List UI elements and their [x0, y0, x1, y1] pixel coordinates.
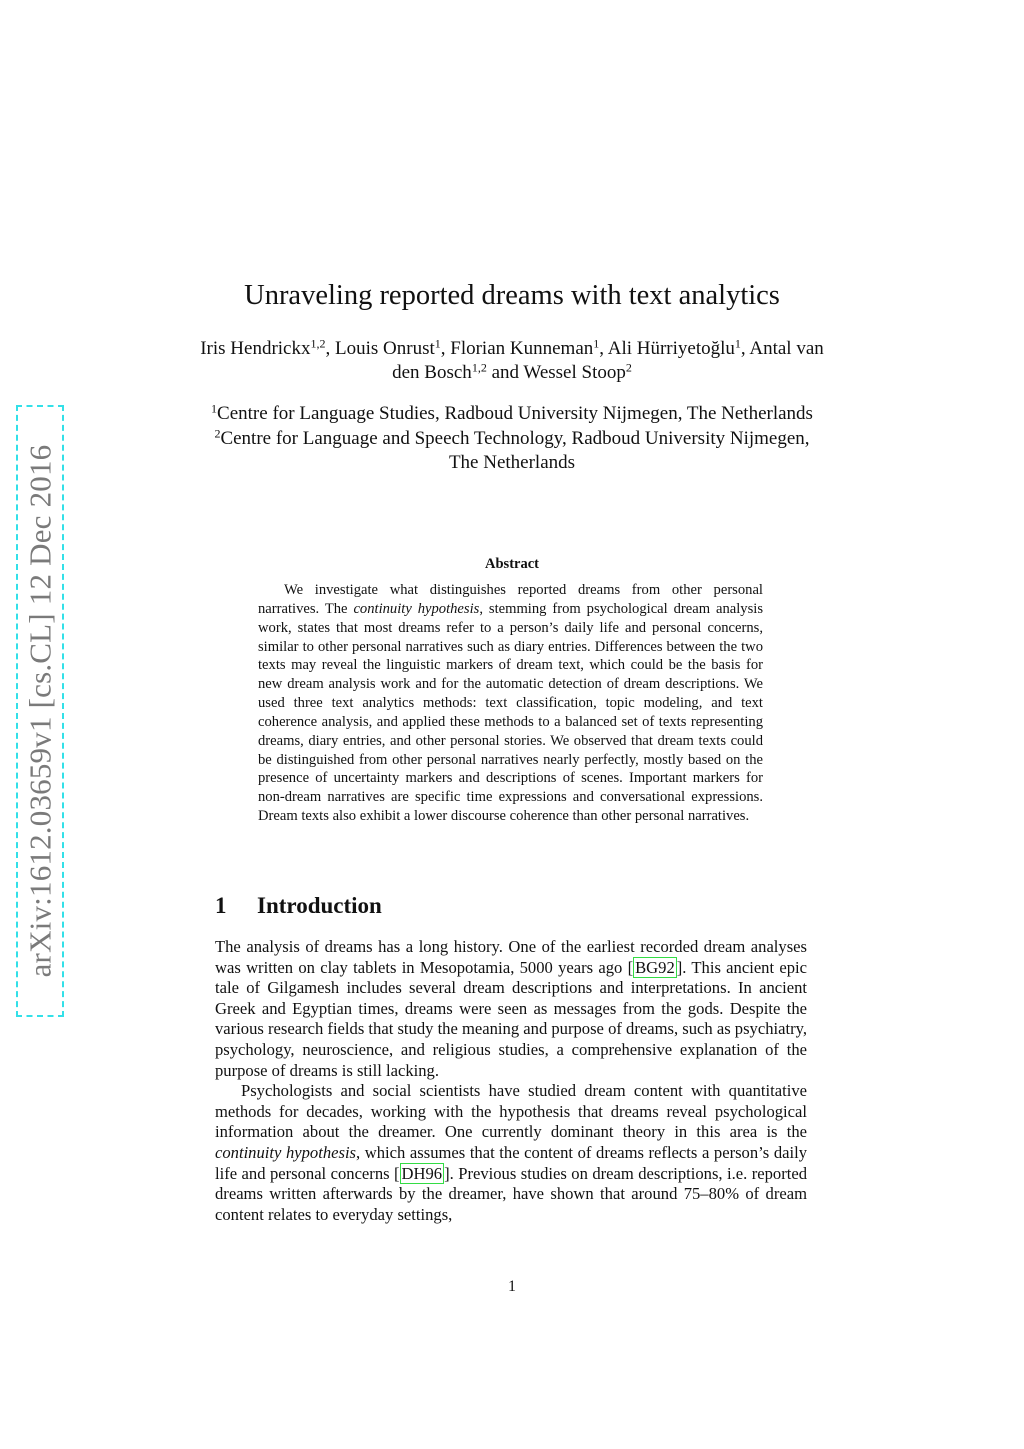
author-separator: , — [440, 338, 451, 359]
author-name: Wessel Stoop — [523, 362, 626, 383]
author-separator: , — [599, 338, 608, 359]
paragraph-text: The analysis of dreams has a long history. One of the earliest recorded dream analyses was written on clay tablets in Mesopotamia, 5000 years ago — [215, 937, 807, 977]
affiliation — [200, 402, 824, 427]
abstract-emphasis: continuity hypothesis — [353, 600, 480, 617]
author-affiliation-mark: 2 — [625, 360, 632, 375]
arxiv-stamp-text: arXiv:1612.03659v1 [cs.CL] 12 Dec 2016 — [22, 444, 58, 978]
section-title: Introduction — [257, 893, 382, 918]
author-affiliation-mark: 1,2 — [310, 336, 326, 351]
paragraph: The analysis of dreams has a long history. One of the earliest recorded dream analyses was written on clay tablets in Mesopotamia, 5000 years ago [ BG92 ]. This ancient epic tale of Gilgamesh includes several dream descriptions and interpretations. In ancient Greek and Egyptian times, dreams were seen as messages from the gods. Despite the various research fields that study the meaning and purpose of dreams, such as psychiatry, psychology, neuroscience, and religious studies, a comprehensive explanation of the purpose of dreams is still lacking. — [215, 937, 807, 1080]
paragraph-text: . Previous studies on dream descriptions, i.e. reported dreams written afterwards by the dreamer, have shown that around 75–80% of dream content relates to everyday settings, — [215, 1163, 807, 1224]
author-name: Ali Hürriyetoğlu — [607, 338, 735, 359]
section-number: 1 — [215, 893, 227, 918]
paragraph-emphasis: continuity hypothesis — [215, 1142, 357, 1162]
abstract-heading: Abstract — [485, 556, 539, 572]
abstract-text-part: , stemming from psychological dream analysis work, states that most dreams refer to a person’s daily life and personal concerns, similar to other personal narratives such as diary entries. Differences between the two texts may reveal the linguistic markers of dream text, which could be the basis for new dream analysis work and for the automatic detection of dream descriptions. We used three text analytics methods: text classification, topic modeling, and text coherence analysis, and applied these methods to a balanced set of texts representing dreams, diary entries, and other personal stories. We observed that dream texts could be distinguished from other personal narratives nearly perfectly, mostly based on the presence of uncertainty markers and descriptions of scenes. Important markers for non-dream narratives are specific time expressions and conversational expressions. Dream texts also exhibit a lower discourse coherence than other personal narratives. — [258, 600, 764, 825]
author-affiliation-mark: 1 — [434, 336, 441, 351]
affiliation-mark: 1 — [211, 401, 218, 416]
paragraph-text: . This ancient epic tale of Gilgamesh includes several dream descriptions and interpretations. In ancient Greek and Egyptian times, dreams were seen as messages from the gods. Despite the various research fields that study the meaning and purpose of dreams, such as psychiatry, psychology, neuroscience, and religious studies, a comprehensive explanation of the purpose of dreams is still lacking. — [215, 957, 807, 1080]
paragraph: Psychologists and social scientists have studied dream content with quantitative methods for decades, working with the hypothesis that dreams reveal psychological information about the dreamer. One currently dominant theory in this area is the continuity hypothesis, which assumes that the content of dreams reflects a person’s daily life and personal concerns [ DH96 ]. Previous studies on dream descriptions, i.e. reported dreams written afterwards by the dreamer, have shown that around 75–80% of dream content relates to everyday settings, — [215, 1081, 807, 1224]
arxiv-stamp — [16, 405, 64, 1017]
author-list — [200, 337, 824, 385]
section-heading — [215, 893, 382, 919]
author-affiliation-mark: 1 — [593, 336, 600, 351]
citation-link[interactable]: DH96 — [401, 1163, 443, 1183]
author-separator: , — [325, 338, 335, 359]
citation-link[interactable]: BG92 — [635, 957, 675, 977]
paragraph-text: Psychologists and social scientists have studied dream content with quantitative methods for decades, working with the hypothesis that dreams reveal psychological information about the dreamer. One currently dominant theory in this area is the — [215, 1081, 807, 1142]
author-name: Iris Hendrickx — [200, 338, 311, 359]
affiliation-list — [200, 402, 824, 476]
author-separator: , — [740, 338, 750, 359]
affiliation-text: Centre for Language and Speech Technology, Radboud University Nijmegen, The Netherlands — [220, 427, 810, 473]
abstract-text — [258, 581, 763, 826]
paper-title: Unraveling reported dreams with text analytics — [244, 280, 780, 311]
author-separator: and — [486, 362, 524, 383]
affiliation — [200, 427, 824, 476]
author-affiliation-mark: 1 — [734, 336, 741, 351]
author-name: Antal van den Bosch — [392, 338, 824, 383]
affiliation-text: Centre for Language Studies, Radboud University Nijmegen, The Netherlands — [217, 403, 813, 424]
page-number: 1 — [508, 1278, 516, 1295]
affiliation-mark: 2 — [214, 425, 221, 440]
author-affiliation-mark: 1,2 — [471, 360, 487, 375]
author-name: Louis Onrust — [335, 338, 435, 359]
abstract-text-part: We investigate what distinguishes reported dreams from other personal narratives. The — [258, 582, 763, 617]
author-name: Florian Kunneman — [450, 338, 594, 359]
paragraph-text: , which assumes that the content of dreams reflects a person’s daily life and personal concerns — [215, 1142, 807, 1183]
body-text — [215, 937, 807, 1225]
